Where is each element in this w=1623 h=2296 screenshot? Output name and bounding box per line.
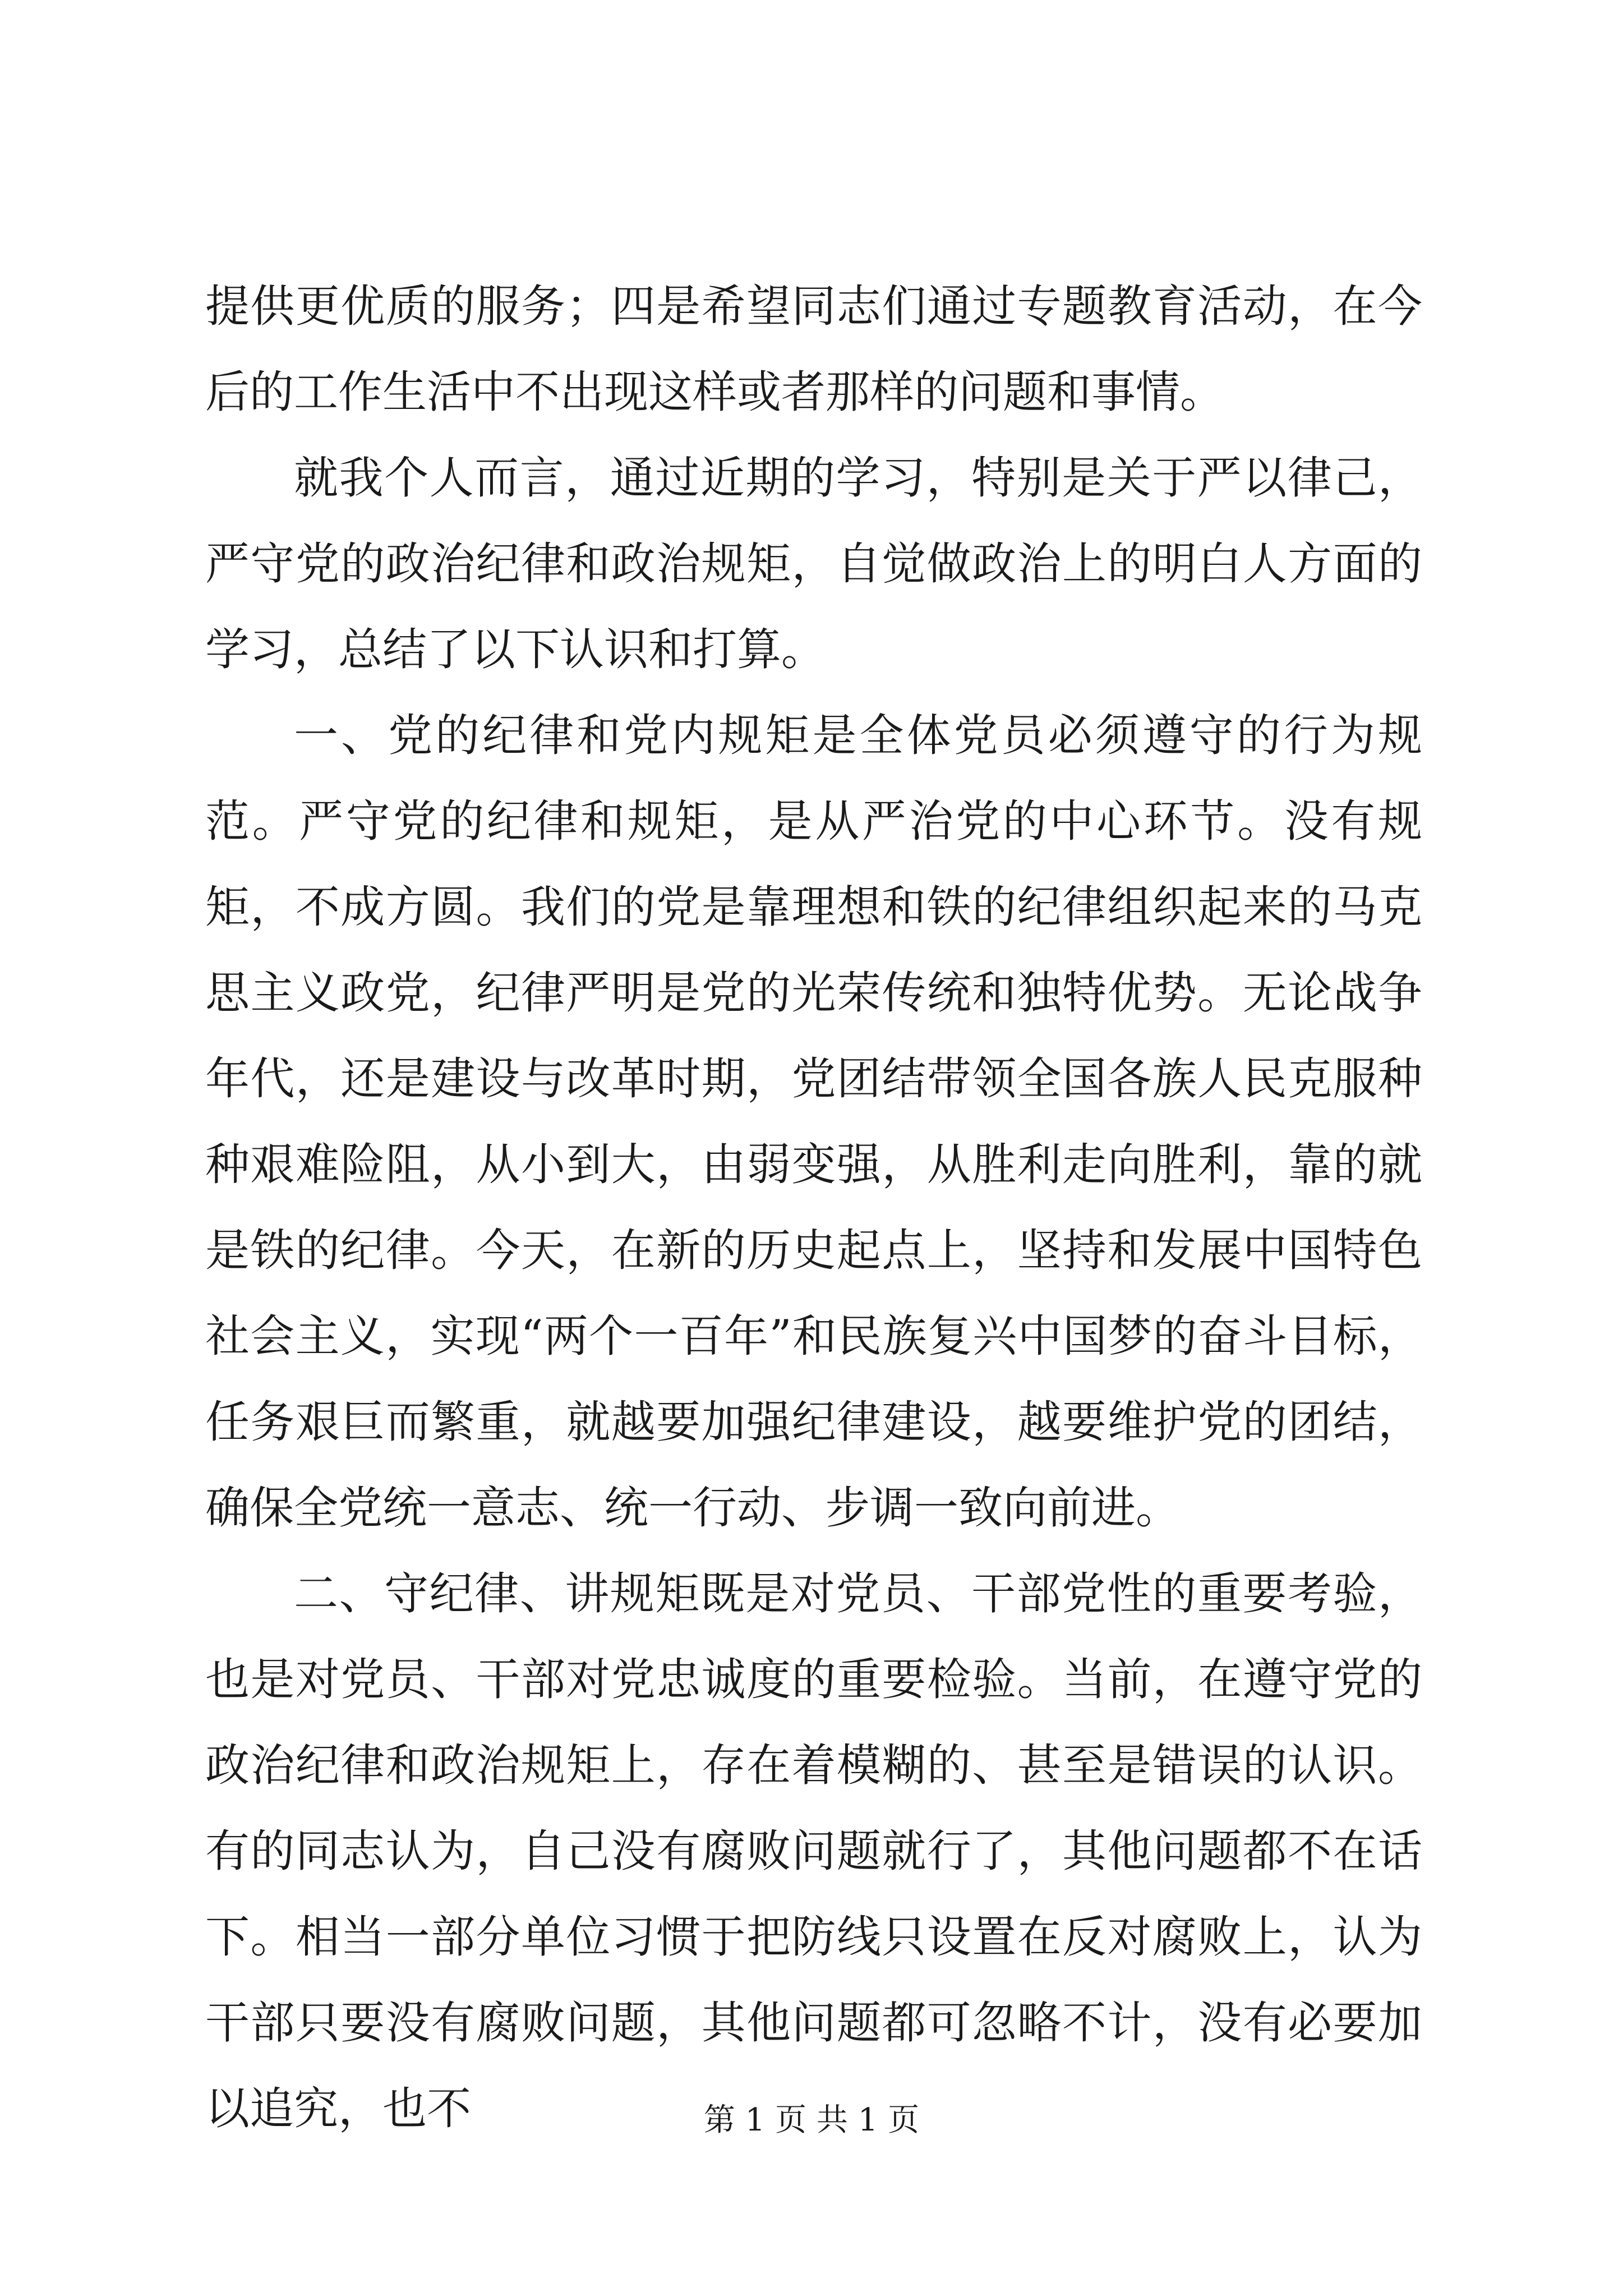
document-body [205, 264, 1422, 2152]
paragraph-1: 提供更优质的服务；四是希望同志们通过专题教育活动，在今后的工作生活中不出现这样或者那样的问题和事情。 [205, 280, 1422, 418]
paragraph-4: 二、守纪律、讲规矩既是对党员、干部党性的重要考验，也是对党员、干部对党忠诚度的重要检验。当前，在遵守党的政治纪律和政治规矩上，存在着模糊的、甚至是错误的认识。有的同志认为，自己没有腐败问题就行了，其他问题都不在话下。相当一部分单位习惯于把防线只设置在反对腐败上，认为干部只要没有腐败问题，其他问题都可忽略不计，没有必要加以追究，也不 [205, 1568, 1422, 2134]
page-footer: 第 1 页 共 1 页 [703, 2102, 920, 2138]
paragraph-2: 就我个人而言，通过近期的学习，特别是关于严以律己，严守党的政治纪律和政治规矩，自觉做政治上的明白人方面的学习，总结了以下认识和打算。 [205, 452, 1422, 675]
paragraph-3: 一、党的纪律和党内规矩是全体党员必须遵守的行为规范。严守党的纪律和规矩，是从严治党的中心环节。没有规矩，不成方圆。我们的党是靠理想和铁的纪律组织起来的马克思主义政党，纪律严明是党的光荣传统和独特优势。无论战争年代，还是建设与改革时期，党团结带领全国各族人民克服种种艰难险阻，从小到大，由弱变强，从胜利走向胜利，靠的就是铁的纪律。今天，在新的历史起点上，坚持和发展中国特色社会主义，实现“两个一百年”和民族复兴中国梦的奋斗目标，任务艰巨而繁重，就越要加强纪律建设，越要维护党的团结，确保全党统一意志、统一行动、步调一致向前进。 [205, 710, 1422, 1534]
